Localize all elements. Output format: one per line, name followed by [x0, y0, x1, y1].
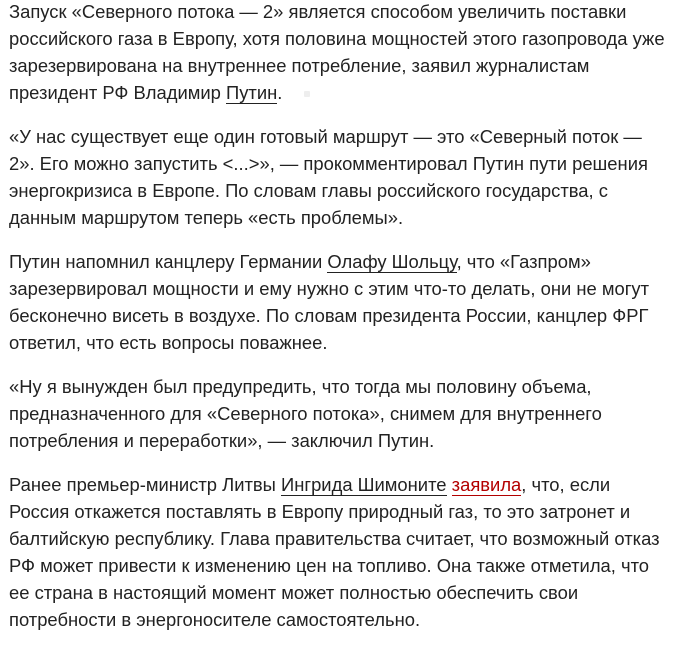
paragraph-1-text-start: Запуск «Северного потока — 2» является способом увеличить поставки российского газа в Европу, хотя половина мощностей этого газопровода уже зарезервирована на внутреннее потребление, заявил журналистам президент РФ Владимир [9, 1, 665, 103]
paragraph-3-text-start: Путин напомнил канцлеру Германии [9, 251, 328, 272]
paragraph-5 [9, 471, 670, 633]
paragraph-5-text-start: Ранее премьер-министр Литвы [9, 474, 281, 495]
paragraph-3 [9, 248, 670, 356]
paragraph-4: «Ну я вынужден был предупредить, что тогда мы половину объема, предназначенного для «Северного потока», снимем для внутреннего потребления и переработки», — заключил Путин. [9, 376, 602, 451]
person-link-simonyte[interactable]: Ингрида Шимоните [281, 474, 447, 495]
paragraph-2: «У нас существует еще один готовый маршрут — это «Северный поток — 2». Его можно запустить <...>», — прокомментировал Путин пути решения энергокризиса в Европе. По словам главы российского государства, с данным маршрутом теперь «есть проблемы». [9, 126, 648, 228]
paragraph-3-text-end: , что «Газпром» зарезервировал мощности и ему нужно с этим что-то делать, они не могут бесконечно висеть в воздухе. По словам президента России, канцлер ФРГ ответил, что есть вопросы поважнее. [9, 251, 650, 353]
paragraph-5-space [447, 474, 452, 495]
paragraph-1-text-end: . [277, 82, 283, 103]
person-link-putin[interactable]: Путин [226, 82, 278, 103]
paragraph-1 [9, 0, 670, 106]
inline-marker-icon [304, 91, 310, 97]
person-link-scholz[interactable]: Олафу Шольцу [327, 251, 457, 272]
source-link-stated[interactable]: заявила [451, 474, 522, 495]
paragraph-5-text-end: , что, если Россия откажется поставлять в Европу природный газ, то это затронет и балтийскую республику. Глава правительства считает, что возможный отказ РФ может привести к изменению цен на топливо. Она также отметила, что ее страна в настоящий момент может полностью обеспечить свои потребности в энергоносителе самостоятельно. [9, 474, 660, 630]
